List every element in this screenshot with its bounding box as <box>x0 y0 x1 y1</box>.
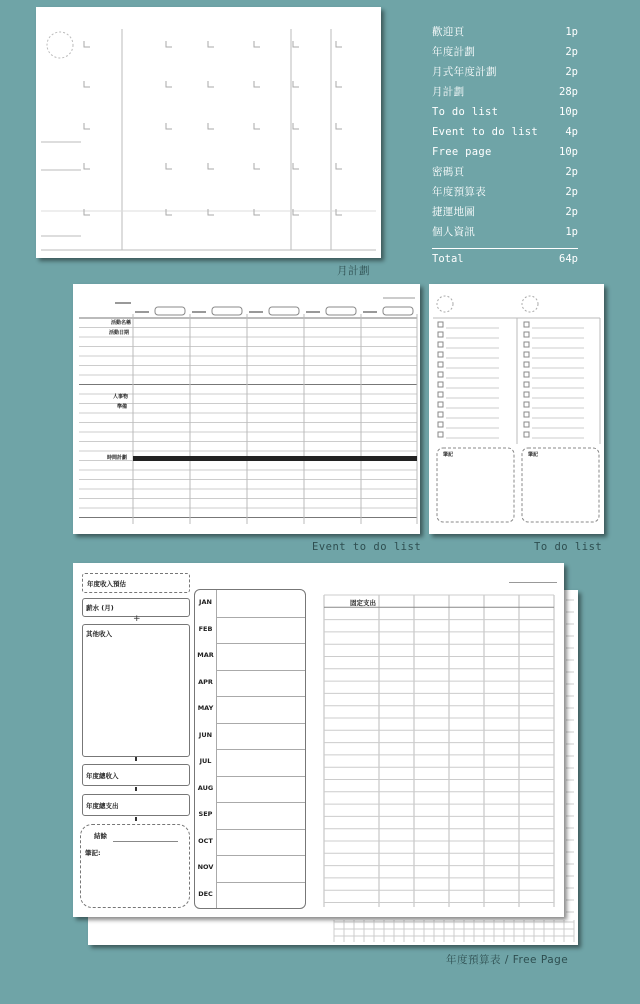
toc-item-name: 歡迎頁 <box>432 26 465 38</box>
monthly-plan-grid <box>36 7 381 258</box>
caption-monthly: 月計劃 <box>337 265 370 277</box>
month-column <box>194 589 306 909</box>
caption-todo: To do list <box>534 541 603 553</box>
balance-line <box>113 841 178 842</box>
connector-1 <box>135 757 137 761</box>
connector-2 <box>135 787 137 791</box>
month-divider <box>216 617 305 618</box>
month-label: FEB <box>198 624 213 633</box>
salary-label: 薪水 (月) <box>86 604 114 612</box>
toc-item-pages: 2p <box>565 166 578 178</box>
table-of-contents <box>432 22 578 269</box>
toc-item-name: 捷運地圖 <box>432 206 476 218</box>
toc-item-pages: 4p <box>565 126 578 138</box>
month-label: DEC <box>198 889 213 898</box>
month-divider <box>216 882 305 883</box>
year-expense-label: 年度總支出 <box>86 802 119 810</box>
event-todo-sheet <box>73 284 420 534</box>
month-divider <box>216 776 305 777</box>
event-label-name: 活動名稱 <box>111 320 132 326</box>
event-label-people: 人事物 <box>113 394 129 400</box>
todo-note-label-left: 筆記 <box>443 452 454 458</box>
month-label: SEP <box>198 810 213 819</box>
event-label-prepare: 準備 <box>117 404 128 410</box>
month-divider <box>216 670 305 671</box>
toc-item <box>432 82 578 102</box>
event-label-date: 活動日期 <box>109 330 130 336</box>
month-col-divider <box>216 590 217 908</box>
caption-event: Event to do list <box>312 541 422 553</box>
toc-item-pages: 1p <box>565 226 578 238</box>
toc-item-pages: 1p <box>565 26 578 38</box>
toc-item-pages: 2p <box>565 186 578 198</box>
toc-total-label: Total <box>432 253 464 265</box>
other-income-label: 其他收入 <box>86 630 112 638</box>
toc-item <box>432 162 578 182</box>
toc-item-name: Free page <box>432 146 492 158</box>
toc-item-pages: 10p <box>559 106 578 118</box>
month-divider <box>216 829 305 830</box>
month-label: AUG <box>197 783 214 792</box>
toc-item-name: 密碼頁 <box>432 166 465 178</box>
toc-item-pages: 2p <box>565 206 578 218</box>
toc-item <box>432 22 578 42</box>
connector-3 <box>135 817 137 821</box>
budget-sheet <box>73 563 564 917</box>
month-label: JUL <box>199 757 212 766</box>
event-label-schedule: 時間計劃 <box>107 455 128 461</box>
toc-item-pages: 2p <box>565 46 578 58</box>
month-divider <box>216 723 305 724</box>
toc-item <box>432 102 578 122</box>
month-divider <box>216 749 305 750</box>
todo-sheet <box>429 284 604 534</box>
toc-item-name: 月式年度計劃 <box>432 66 497 78</box>
todo-grid <box>429 284 604 534</box>
year-income-label: 年度總收入 <box>86 772 119 780</box>
month-divider <box>216 696 305 697</box>
toc-item-name: 個人資訊 <box>432 226 476 238</box>
todo-note-label-right: 筆記 <box>528 452 539 458</box>
budget-header-line <box>509 582 557 583</box>
toc-item-name: 年度預算表 <box>432 186 486 198</box>
toc-item-name: 月計劃 <box>432 86 465 98</box>
month-divider <box>216 802 305 803</box>
note-label: 筆記: <box>85 849 101 857</box>
balance-label: 結餘 <box>94 832 107 840</box>
month-label: MAR <box>197 651 214 660</box>
month-label: APR <box>198 677 213 686</box>
toc-item <box>432 182 578 202</box>
toc-total-pages: 64p <box>559 253 578 265</box>
other-income-box <box>82 624 190 757</box>
budget-estimate-label: 年度收入預估 <box>87 580 126 588</box>
toc-item-name: To do list <box>432 106 499 118</box>
toc-item <box>432 42 578 62</box>
toc-item-pages: 10p <box>559 146 578 158</box>
toc-item-pages: 28p <box>559 86 578 98</box>
month-divider <box>216 643 305 644</box>
toc-item-name: Event to do list <box>432 126 538 138</box>
toc-item <box>432 142 578 162</box>
caption-budget: 年度預算表 / Free Page <box>446 954 569 966</box>
fixed-expense-table <box>319 591 559 911</box>
toc-item <box>432 122 578 142</box>
month-label: JUN <box>198 730 213 739</box>
plus-sign: + <box>133 614 141 624</box>
month-label: NOV <box>197 863 214 872</box>
month-divider <box>216 855 305 856</box>
month-label: JAN <box>199 598 212 607</box>
fixed-expense-header: 固定支出 <box>350 599 376 607</box>
toc-total <box>432 249 578 269</box>
toc-item <box>432 62 578 82</box>
toc-item <box>432 202 578 222</box>
month-label: OCT <box>198 836 213 845</box>
monthly-plan-sheet <box>36 7 381 258</box>
toc-item <box>432 222 578 242</box>
toc-item-name: 年度計劃 <box>432 46 476 58</box>
toc-item-pages: 2p <box>565 66 578 78</box>
month-label: MAY <box>197 704 214 713</box>
